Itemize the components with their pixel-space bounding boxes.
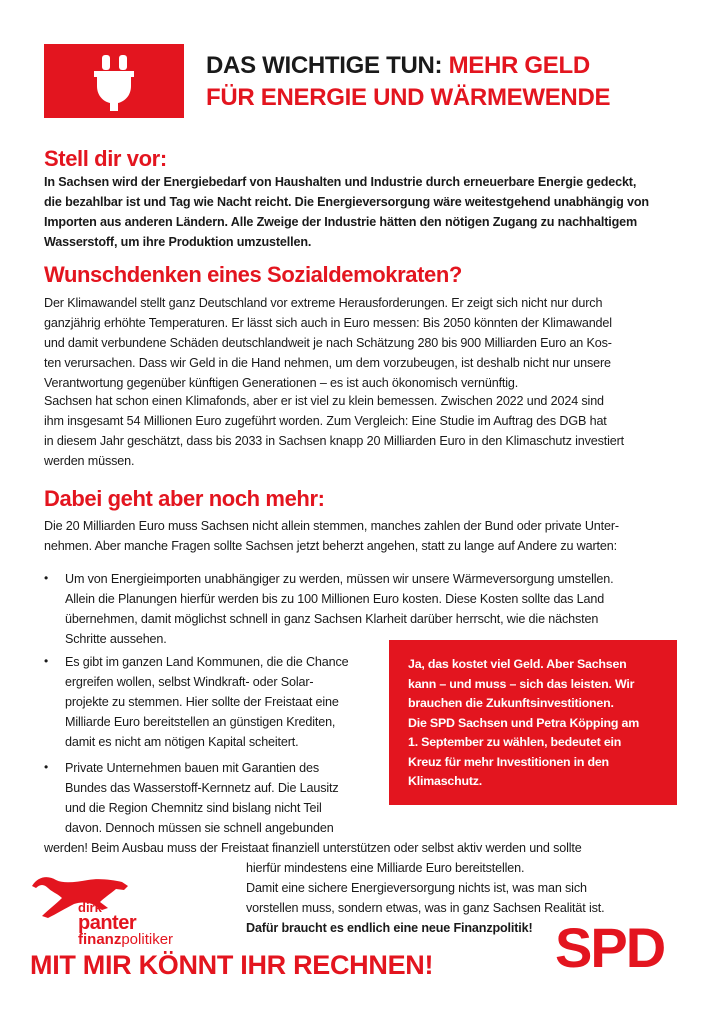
text-line: Bundes das Wasserstoff-Kernnetz auf. Die Lausitz <box>65 781 339 795</box>
text-line: ten verursachen. Dass wir Geld in die Hand nehmen, um dem vorzubeugen, ist deshalb nicht nur unsere <box>44 356 611 370</box>
title-red-1: MEHR GELD <box>448 52 590 79</box>
text-line: und die Region Chemnitz sind bislang nicht Teil <box>65 801 322 815</box>
text-line: ganzjährig erhöhte Temperaturen. Er lässt sich auch in Euro messen: Bis 2050 könnten der Klimawandel <box>44 316 612 330</box>
section-heading-3: Dabei geht aber noch mehr: <box>44 486 325 511</box>
section1-text <box>44 172 649 252</box>
closing-text <box>246 858 604 938</box>
text-line: Wasserstoff, um ihre Produktion umzustellen. <box>44 235 312 249</box>
text-line: Milliarde Euro bereitstellen an günstigen Krediten, <box>65 715 336 729</box>
callout-line: Klimaschutz. <box>408 774 483 788</box>
text-line: werden müssen. <box>44 454 135 468</box>
logo-panter: panter <box>78 912 137 935</box>
callout-line: Die SPD Sachsen und Petra Köpping am <box>408 715 640 730</box>
text-line: nehmen. Aber manche Fragen sollte Sachsen jetzt beherzt angehen, statt zu lange auf Andere zu warten: <box>44 539 617 553</box>
title-red-2: FÜR ENERGIE UND WÄRMEWENDE <box>206 84 611 111</box>
callout-line: Ja, das kostet viel Geld. Aber Sachsen <box>408 657 627 671</box>
bullet-item-3 <box>65 758 339 838</box>
page-title <box>206 50 610 114</box>
text-line: Private Unternehmen bauen mit Garantien des <box>65 761 319 775</box>
text-line: Allein die Planungen hierfür werden bis zu 100 Millionen Euro kosten. Diese Kosten sollte das Land <box>65 592 605 606</box>
text-line: Importen aus anderen Ländern. Alle Zweige der Industrie hätten den nötigen Zugang zu nachhaltigem <box>44 215 638 229</box>
text-line: ergreifen wollen, selbst Windkraft- oder Solar- <box>65 675 314 689</box>
logo-politiker: politiker <box>121 931 174 949</box>
text-line: Verantwortung gegenüber künftigen Generationen – es ist auch ökonomisch vernünftig. <box>44 376 519 390</box>
bullet-icon: • <box>44 760 49 774</box>
header-icon-box <box>44 44 184 118</box>
text-line: damit es nicht am nötigen Kapital scheitert. <box>65 735 299 749</box>
closing-bold: Dafür braucht es endlich eine neue Finanzpolitik! <box>246 921 533 935</box>
spd-logo: SPD <box>555 916 665 979</box>
bullet-item-1 <box>65 569 613 649</box>
bullet-icon: • <box>44 654 49 668</box>
section2-para1 <box>44 293 612 393</box>
text-line: Um von Energieimporten unabhängiger zu werden, müssen wir unsere Wärmeversorgung umstellen. <box>65 572 614 586</box>
callout-box <box>389 640 677 805</box>
callout-line: Kreuz für mehr Investitionen in den <box>408 754 609 769</box>
text-line: Damit eine sichere Energieversorgung nichts ist, was man sich <box>246 881 587 895</box>
section2-para2 <box>44 391 624 471</box>
logo-finanz: finanz <box>78 931 122 949</box>
text-line: in diesem Jahr geschätzt, dass bis 2033 in Sachsen knapp 20 Milliarden Euro in den Klimaschutz investiert <box>44 434 624 448</box>
title-dark: DAS WICHTIGE TUN: <box>206 52 443 79</box>
callout-line: kann – und muss – sich das leisten. Wir <box>408 676 635 691</box>
dirk-panter-logo <box>78 902 173 948</box>
logo-dirk: dirk <box>78 900 102 915</box>
section-heading-2: Wunschdenken eines Sozialdemokraten? <box>44 262 462 287</box>
section3-intro <box>44 516 619 556</box>
text-line: die bezahlbar ist und Tag wie Nacht reicht. Die Energieversorgung wäre weitestgehend unabhängig von <box>44 195 649 209</box>
callout-line: brauchen die Zukunftsinvestitionen. <box>408 696 614 710</box>
text-line: In Sachsen wird der Energiebedarf von Haushalten und Industrie durch erneuerbare Energie gedeckt, <box>44 175 637 189</box>
text-line: ihm insgesamt 54 Millionen Euro zugeführt worden. Zum Vergleich: Eine Studie im Auftrag des DGB hat <box>44 414 607 428</box>
text-line: Sachsen hat schon einen Klimafonds, aber er ist viel zu klein bemessen. Zwischen 2022 und 2024 sind <box>44 394 604 408</box>
text-line: Schritte aussehen. <box>65 632 167 646</box>
text-line: hierfür mindestens eine Milliarde Euro bereitstellen. <box>246 861 525 875</box>
text-line: projekte zu stemmen. Hier sollte der Freistaat eine <box>65 695 339 709</box>
plug-icon <box>44 44 184 118</box>
bullet-item-3-continued <box>44 838 582 858</box>
text-line: übernehmen, damit möglichst schnell in ganz Sachsen Klarheit darüber herrscht, wie die nächsten <box>65 612 599 626</box>
text-line: werden! Beim Ausbau muss der Freistaat finanziell unterstützen oder selbst aktiv werden und sollte <box>44 841 582 855</box>
text-line: Die 20 Milliarden Euro muss Sachsen nicht allein stemmen, manches zahlen der Bund oder private Unter- <box>44 519 619 533</box>
section-heading-1: Stell dir vor: <box>44 146 167 171</box>
slogan: MIT MIR KÖNNT IHR RECHNEN! <box>30 950 434 980</box>
text-line: Der Klimawandel stellt ganz Deutschland vor extreme Herausforderungen. Er zeigt sich nicht nur durch <box>44 296 603 310</box>
text-line: und damit verbundene Schäden deutschlandweit je nach Schätzung 280 bis 900 Milliarden Euro an Kos- <box>44 336 612 350</box>
text-line: davon. Dennoch müssen sie schnell angebunden <box>65 821 334 835</box>
bullet-icon: • <box>44 571 49 585</box>
text-line: Es gibt im ganzen Land Kommunen, die die Chance <box>65 655 349 669</box>
bullet-item-2 <box>65 652 349 752</box>
text-line: vorstellen muss, sondern etwas, was in ganz Sachsen Realität ist. <box>246 901 605 915</box>
callout-line: 1. September zu wählen, bedeutet ein <box>408 735 622 749</box>
